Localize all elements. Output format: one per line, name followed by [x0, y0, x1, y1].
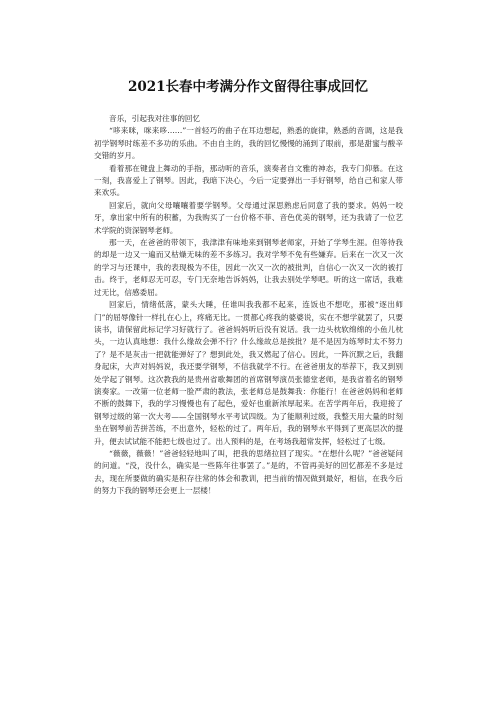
paragraph: 回家后，情绪低落，蒙头大睡，任谁叫我我都不起来，连饭也不想吃，那被“逐出师门”的屈辱像针一样扎在心上，疼痛无比。一贯都心疼我的婆婆说，实在不想学就罢了，只要读书，请保留此标记学习好就行了。爸爸妈妈听后没有说话。我一边头枕软绵绵的小鱼儿枕头，一边认真地想：我什么缘故会弹不行？什么缘故总是挨批？是不是因为练琴时太不努力了？是不是灰击一把就能弹好了？想到此处，我又燃起了信心。因此，一阵沉默之后，我翻身起床，大声对妈妈说，我还要学钢琴，不信我就学不行。在爸爸朋友的举荐下，我又到别处学起了钢琴。这次教我的是贵州省歌舞团的首席钢琴演员张德堂老师，是我省着名的钢琴演奏家。一改第一位老师一脸严肃的教法，张老师总是鼓舞我：你能行！在爸爸妈妈和老师不断的鼓舞下，我的学习慢慢也有了起色，爱好也重新浓厚起来。在苦学两年后，我迎接了钢琴过级的第一次大考——全国钢琴水平考试四级。为了能顺利过级，我整天用大量的时刻坐在钢琴前苦拼苦练，不出意外，轻松的过了。两年后，我的钢琴水平得到了更高层次的提升，便去试试能不能把七级也过了。出人预料的是，在考场我超常发挥，轻松过了七级。	[94, 300, 403, 446]
paragraph: 音乐，引起我对往事的回忆	[109, 114, 201, 123]
document-body	[94, 113, 403, 498]
document-title: 2021长春中考满分作文留得往事成回忆	[127, 79, 369, 95]
paragraph: 看着那在键盘上舞动的手指，那动听的音乐，演奏者自文雅的神态，我专门仰慕。在这一刻，我喜爱上了钢琴。因此，我暗下决心，今后一定要弹出一手好钢琴，给自己和家人带来欢乐。	[94, 163, 403, 198]
paragraph: 那一天，在爸爸的带领下，我津津有味地来到钢琴老师家，开始了学琴生涯。但等待我的却是一边又一遍而又枯燥无味的差不多练习。我对学琴不免有些嫌弃。后来在一次又一次的学习与还课中，我的表现极为不佳，因此一次又一次的被批判，自信心一次又一次的被打击。终于，老师忍无可忍，专门无奈地告诉妈妈，让我去别处学琴吧。听的这一席话，我难过无比，信感委屈。	[94, 238, 403, 297]
paragraph: “哆来咪，咪来哆……”一首轻巧的曲子在耳边想起，熟悉的旋律，熟悉的音调，这是我初学钢琴时练差不多功的乐曲。不由自主的，我的回忆慢慢的涌到了眼前，那是甜蜜与酸辛交错的岁月。	[94, 126, 403, 161]
paragraph: “薇薇，薇薇！”爸爸轻轻地叫了叫，把我的思绪拉回了现实。“在想什么呢？”爸爸疑问的问道。“没，没什么，确实是一些陈年往事罢了。”是的，不管再美好的回忆都差不多是过去，现在所要做的确实是积存往常的体会和教训，把当前的情况做到最好，相信，在我今后的努力下我的钢琴还会更上一层楼！	[94, 448, 403, 496]
paragraph: 回家后，就向父母嚷嚷着要学钢琴。父母通过深思熟虑后同意了我的要求。妈妈一咬牙，拿出家中所有的积蓄，为我购买了一台价格不菲、音色优美的钢琴，还为我请了一位艺术学院的资深钢琴老师。	[94, 200, 403, 235]
